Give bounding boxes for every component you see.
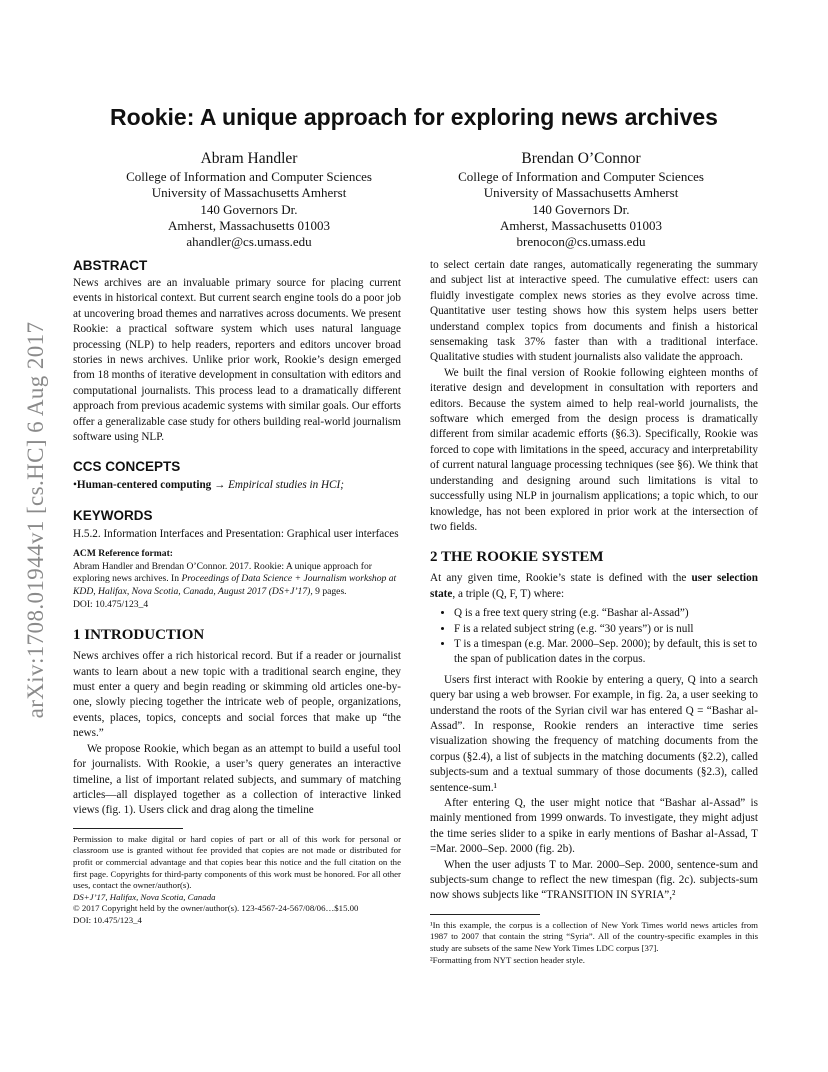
footnote-rule <box>430 914 540 915</box>
paper-title: Rookie: A unique approach for exploring news archives <box>110 104 718 130</box>
ccs-concepts <box>73 478 401 493</box>
keywords-heading: KEYWORDS <box>73 507 153 523</box>
ccs-bullet: • <box>73 479 77 492</box>
ccs-heading: CCS CONCEPTS <box>73 459 181 475</box>
intro-paragraph-3: to select certain date ranges, automatically regenerating the summary and subject list at interactive speed. The cumulative effect: users can fluidly investigate complex news stories as they evolve across time. Quantitative user testing shows how this system helps users better understand complex topics from documents and finish a historical sensemaking task 37% faster than with a traditional interface. Qualitative studies with student journalists also validate the approach. <box>430 259 758 364</box>
state-text-b: , a triple (Q, F, T) where: <box>452 587 565 600</box>
state-text-a: At any given time, Rookie’s state is defined with the <box>430 572 692 585</box>
author-affiliation: College of Information and Computer Sciences <box>126 169 372 184</box>
acm-plain-1: Abram Handler and Brendan O’Connor. 2017. Rookie: A unique approach for exploring news archives. In <box>73 560 372 585</box>
author-email: brenocon@cs.umass.edu <box>516 234 646 250</box>
author-name: Brendan O’Connor <box>521 150 641 167</box>
list-item: • T is a timespan (e.g. Mar. 2000–Sep. 2000); by default, this is set to the span of publication dates in the corpus. <box>454 637 758 668</box>
arxiv-id: arXiv:1708.01944v1 [cs.HC] 6 Aug 2017 <box>23 321 48 719</box>
acm-reference <box>73 561 401 599</box>
right-column <box>430 258 758 966</box>
system-paragraph-2: After entering Q, the user might notice that “Bashar al-Assad” is mainly mentioned from 1999 onwards. To investigate, they might adjust the time series slider to a spike in early mentions of Bashar al-Assad, T =Mar. 2000–Sep. 2000 (fig. 2b). <box>430 797 758 856</box>
acm-doi: DOI: 10.475/123_4 <box>73 598 149 610</box>
footnote-1: ¹In this example, the corpus is a collection of New York Times world news articles from 1987 to 2007 that contain the string “Syria”. All of the country-specific examples in this study are subsets of the same New York Times LDC corpus [37]. <box>430 919 758 954</box>
author-affiliation: College of Information and Computer Sciences <box>458 169 704 184</box>
state-bullet-list <box>430 606 758 668</box>
author-block-2 <box>416 148 746 250</box>
intro-paragraph-1: News archives offer a rich historical record. But if a reader or journalist wants to learn about a new topic with a traditional search engine, they must enter a query and begin reading or skimming old articles one-by-one, slowly piecing together the intricate web of people, organizations, events, places, topics, concepts and social forces that make up “the news.” <box>73 650 401 740</box>
footnote-rule <box>73 828 183 829</box>
intro-heading: 1 INTRODUCTION <box>73 627 205 644</box>
state-definition <box>430 571 758 602</box>
list-item: • Q is a free text query string (e.g. “Bashar al-Assad”) <box>454 606 758 621</box>
copyright-line: © 2017 Copyright held by the owner/author(s). 123-4567-24-567/08/06…$15.00 <box>73 903 359 914</box>
keywords-text: H.5.2. Information Interfaces and Presentation: Graphical user interfaces <box>73 527 399 540</box>
author-city: Amherst, Massachusetts 01003 <box>499 217 663 233</box>
list-item: • F is a related subject string (e.g. “30 years”) or is null <box>454 622 758 637</box>
acm-plain-2: 9 pages. <box>312 586 347 598</box>
intro-paragraph-4: We built the final version of Rookie following eighteen months of iterative design and development in consultation with reporters and editors. Because the system aimed to help real-world journalists, the software which emerged from the design process is dramatically different from similar academic efforts (§6.3). Specifically, Rookie was forced to cope with limitations in the speed, accuracy and interpretability of current natural language processing techniques (see §6). We think that understanding and designing around such limitations is vital to successfully using NLP in journalism applications; a topic which, to our knowledge, has not been explored in prior work at the intersection of two fields. <box>430 366 758 533</box>
left-column <box>73 258 401 926</box>
author-city: Amherst, Massachusetts 01003 <box>167 217 331 233</box>
author-university: University of Massachusetts Amherst <box>151 185 347 201</box>
author-email: ahandler@cs.umass.edu <box>186 234 312 250</box>
state-bold: user selection state <box>430 572 758 600</box>
copyright-doi: DOI: 10.475/123_4 <box>73 914 142 925</box>
system-paragraph-3: When the user adjusts T to Mar. 2000–Sep. 2000, sentence-sum and subjects-sum change to reflect the new timespan (fig. 2c). subjects-sum now shows subjects like “TRANSITION IN SYRIA”,² <box>430 858 758 902</box>
author-street: 140 Governors Dr. <box>200 201 298 217</box>
ccs-italic: Empirical studies in HCI; <box>228 479 344 492</box>
author-name: Abram Handler <box>200 150 298 167</box>
author-street: 140 Governors Dr. <box>532 201 630 217</box>
venue-line: DS+J’17, Halifax, Nova Scotia, Canada <box>73 891 216 902</box>
author-university: University of Massachusetts Amherst <box>483 185 679 201</box>
intro-paragraph-2: We propose Rookie, which began as an attempt to build a useful tool for journalists. With Rookie, a user’s query generates an interactive timeline, a list of important related subjects, and summary of matching articles—all displayed together as a collection of interactive linked views (fig. 1). Users click and drag along the timeline <box>73 742 401 817</box>
acm-heading: ACM Reference format: <box>73 548 173 560</box>
abstract-heading: ABSTRACT <box>73 258 148 273</box>
footnote-2: ²Formatting from NYT section header style. <box>430 954 585 965</box>
author-block-1 <box>84 148 414 250</box>
ccs-bold: Human-centered computing <box>76 479 212 492</box>
permission-notice: Permission to make digital or hard copies of part or all of this work for personal or classroom use is granted without fee provided that copies are not made or distributed for profit or commercial advantage and that copies bear this notice and the full citation on the first page. Copyrights for third-party components of this work must be honored. For all other uses, contact the owner/author(s). <box>73 833 401 891</box>
abstract-text: News archives are an invaluable primary source for placing current events in historical context. But current search engine tools do a poor job at uncovering broad themes and narratives across documents. We present Rookie: a practical software system which uses natural language processing (NLP) to help readers, reporters and editors uncover broad stories in news archives. Unlike prior work, Rookie’s design emerged from 18 months of iterative development in consultation with editors and computational journalists. This process lead to a dramatically different approach from previous academic systems with similar goals. Our efforts offer a generalizable case study for others building real-world journalism software using NLP. <box>73 277 401 444</box>
section-2-heading: 2 THE ROOKIE SYSTEM <box>430 549 604 566</box>
system-paragraph-1: Users first interact with Rookie by entering a query, Q into a search query bar using a web browser. For example, in fig. 2a, a user seeking to understand the roots of the Syrian civil war has entered Q = “Bashar al-Assad”. In response, Rookie renders an interactive time series visualization showing the frequency of matching documents from the corpus (§2.4), a list of subjects in the matching documents (§2.2), called subjects-sum and a textual summary of those documents (§2.3), called sentence-sum.¹ <box>430 673 758 794</box>
ccs-arrow: → <box>211 479 229 492</box>
acm-italic: Proceedings of Data Science + Journalism workshop at KDD, Halifax, Nova Scotia, Canada, August 2017 (DS+J’17), <box>73 573 397 598</box>
arxiv-sidebar <box>22 285 50 755</box>
